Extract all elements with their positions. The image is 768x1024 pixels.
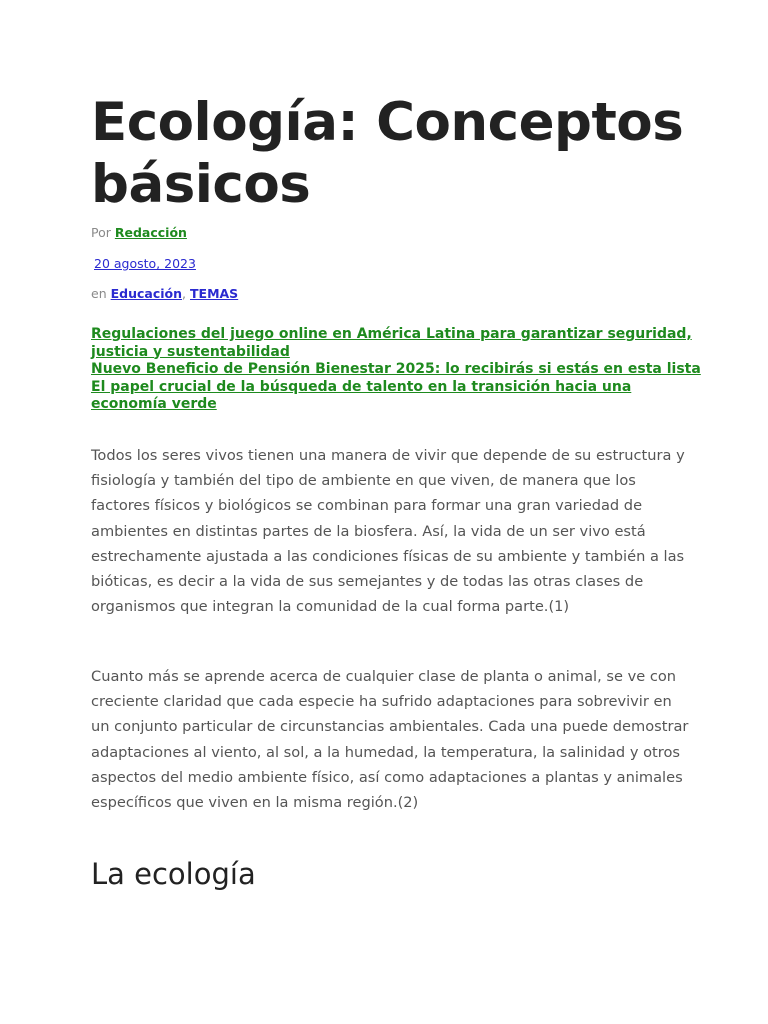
date-line	[94, 256, 196, 272]
related-link[interactable]: Nuevo Beneficio de Pensión Bienestar 2025: lo recibirás si estás en esta lista	[91, 361, 701, 377]
related-link[interactable]: Regulaciones del juego online en América Latina para garantizar seguridad, justicia y sustentabilidad	[91, 326, 692, 360]
related-links	[91, 326, 711, 414]
author-line	[91, 225, 187, 241]
in-prefix: en	[91, 286, 107, 301]
author-link[interactable]: Redacción	[114, 225, 187, 240]
article-title: Ecología: Conceptos básicos	[91, 92, 684, 215]
category-link-temas[interactable]: TEMAS	[190, 286, 239, 301]
category-link-educacion[interactable]: Educación	[110, 286, 183, 301]
paragraph-1: Todos los seres vivos tienen una manera de vivir que depende de su estructura y fisiología y también del tipo de ambiente en que viven, de manera que los factores físicos y biológicos se combinan para formar una gran variedad de ambientes en distintas partes de la biosfera. Así, la vida de un ser vivo está estrechamente ajustada a las condiciones físicas de su ambiente y también a las bióticas, es decir a la vida de sus semejantes y de todas las otras clases de organismos que integran la comunidad de la cual forma parte.(1)	[91, 447, 685, 616]
section-heading: La ecología	[91, 857, 256, 891]
related-link[interactable]: El papel crucial de la búsqueda de talento en la transición hacia una economía verde	[91, 378, 632, 412]
paragraph-2: Cuanto más se aprende acerca de cualquier clase de planta o animal, se ve con creciente claridad que cada especie ha sufrido adaptaciones para sobrevivir en un conjunto particular de circunstancias ambientales. Cada una puede demostrar adaptaciones al viento, al sol, a la humedad, la temperatura, la salinidad y otros aspectos del medio ambiente físico, así como adaptaciones a plantas y animales específicos que viven en la misma región.(2)	[91, 668, 689, 812]
category-line	[91, 286, 238, 302]
category-separator: ,	[182, 286, 187, 301]
by-prefix: Por	[91, 225, 111, 240]
date-link[interactable]: 20 agosto, 2023	[94, 256, 196, 271]
